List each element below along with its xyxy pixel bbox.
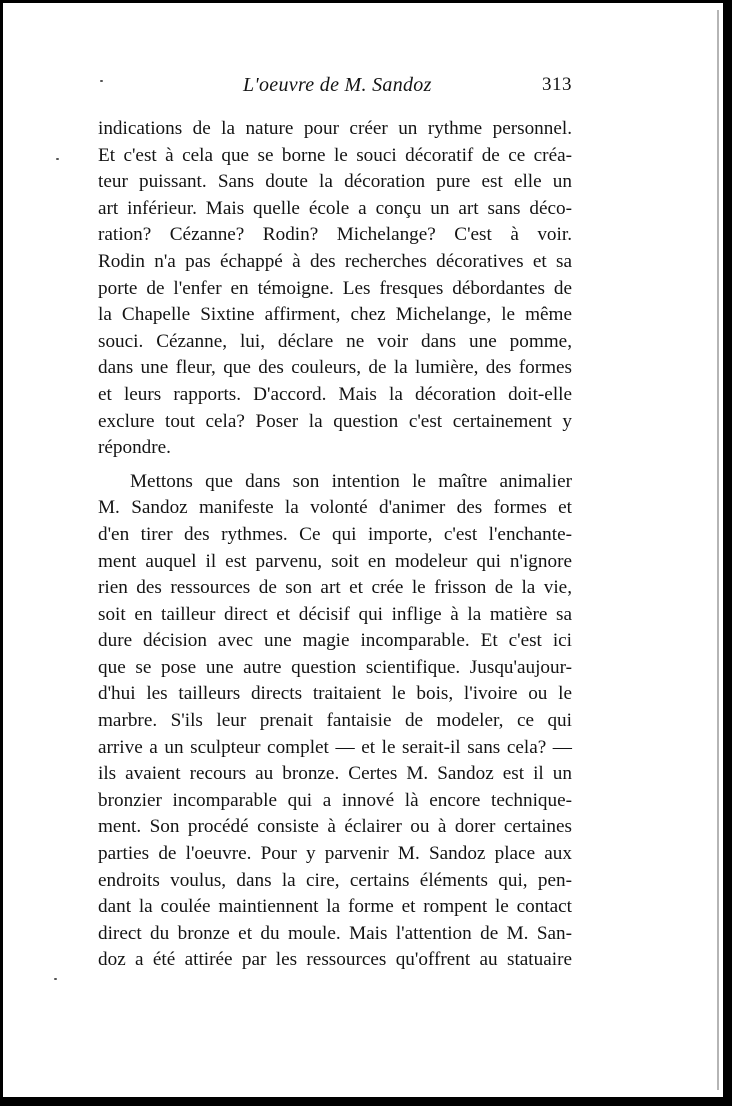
text-line: exclure tout cela? Poser la question c'est certainement y: [98, 410, 572, 432]
paragraph-break: [98, 462, 572, 469]
text-line: dure décision avec une magie incomparable. Et c'est ici: [98, 630, 572, 652]
text-line: répondre.: [98, 437, 171, 459]
text-line: direct du bronze et du moule. Mais l'attention de M. San-: [98, 922, 572, 944]
running-title: L'oeuvre de M. Sandoz: [243, 74, 432, 96]
paragraph: [98, 469, 572, 974]
text-line: Rodin n'a pas échappé à des recherches décoratives et sa: [98, 250, 572, 272]
text-line: souci. Cézanne, lui, déclare ne voir dans une pomme,: [98, 330, 572, 352]
text-line: ment auquel il est parvenu, soit en modeleur qui n'ignore: [98, 550, 572, 572]
page-number: 313: [542, 74, 572, 95]
text-line: marbre. S'ils leur prenait fantaisie de modeler, ce qui: [98, 710, 572, 732]
text-line: d'hui les tailleurs directs traitaient le bois, l'ivoire ou le: [98, 683, 572, 705]
text-line: art inférieur. Mais quelle école a conçu un art sans déco-: [98, 197, 572, 219]
text-line: ment. Son procédé consiste à éclairer ou à dorer certaines: [98, 816, 572, 838]
paragraph: [98, 116, 572, 462]
text-line: porte de l'enfer en témoigne. Les fresques débordantes de: [98, 277, 572, 299]
text-line: d'en tirer des rythmes. Ce qui importe, c'est l'enchante-: [98, 523, 572, 545]
text-line: ils avaient recours au bronze. Certes M. Sandoz est il un: [98, 763, 572, 785]
text-line: Mettons que dans son intention le maître animalier: [130, 470, 572, 492]
text-line: Et c'est à cela que se borne le souci décoratif de ce créa-: [98, 144, 572, 166]
body-text: [98, 116, 572, 974]
text-line: ration? Cézanne? Rodin? Michelange? C'est à voir.: [98, 224, 572, 246]
text-line: dant la coulée maintiennent la forme et rompent le contact: [98, 896, 572, 918]
text-line: rien des ressources de son art et crée le frisson de la vie,: [98, 577, 572, 599]
text-line: teur puissant. Sans doute la décoration pure est elle un: [98, 171, 572, 193]
page-edge-shadow: [717, 10, 719, 1090]
text-line: M. Sandoz manifeste la volonté d'animer des formes et: [98, 497, 572, 519]
running-head: [98, 74, 572, 102]
text-line: et leurs rapports. D'accord. Mais la décoration doit-elle: [98, 383, 572, 405]
text-line: soit en tailleur direct et décisif qui inflige à la matière sa: [98, 603, 572, 625]
text-line: dans une fleur, que des couleurs, de la lumière, des formes: [98, 357, 572, 379]
text-line: que se pose une autre question scientifique. Jusqu'aujour-: [98, 656, 572, 678]
text-line: la Chapelle Sixtine affirment, chez Michelange, le même: [98, 304, 572, 326]
text-line: doz a été attirée par les ressources qu'offrent au statuaire: [98, 949, 572, 971]
scan-speck: [54, 978, 57, 980]
text-line: parties de l'oeuvre. Pour y parvenir M. Sandoz place aux: [98, 843, 572, 865]
text-line: endroits voulus, dans la cire, certains éléments qui, pen-: [98, 869, 572, 891]
text-line: arrive a un sculpteur complet — et le serait-il sans cela? —: [98, 736, 572, 758]
scan-speck: [56, 158, 59, 160]
text-line: bronzier incomparable qui a innové là encore technique-: [98, 789, 572, 811]
text-line: indications de la nature pour créer un rythme personnel.: [98, 118, 572, 139]
